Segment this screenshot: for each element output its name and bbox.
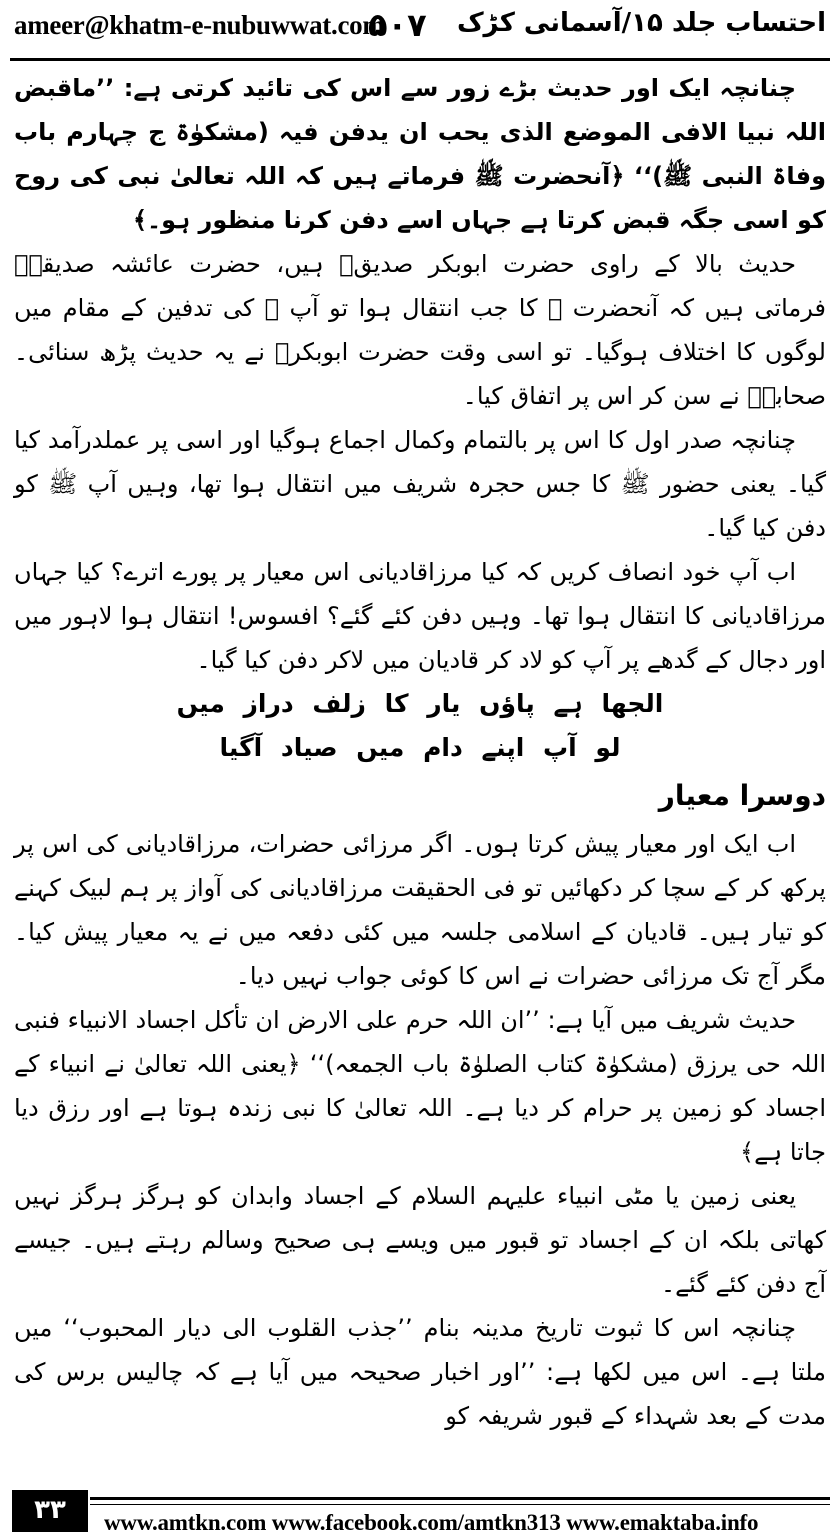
header-rule	[10, 58, 830, 61]
paragraph-6: حدیث شریف میں آیا ہے: ’’ان اللہ حرم علی الارض ان تأکل اجساد الانبیاء فنبی اللہ حی یرزق (مشکوٰۃ کتاب الصلوٰۃ باب الجمعہ)‘‘ ﴿یعنی اللہ تعالیٰ نے انبیاء کے اجساد کو زمین پر حرام کر دیا ہے۔ اللہ تعالیٰ کا نبی زندہ ہوتا ہے اور رزق دیا جاتا ہے﴾	[14, 1006, 826, 1166]
section-heading: دوسرا معیار	[658, 779, 826, 812]
paragraph-2: حدیث بالا کے راوی حضرت ابوبکر صدیقؓ ہیں، حضرت عائشہ صدیقہؓ فرماتی ہیں کہ آنحضرت ﷺ کا جب انتقال ہوا تو آپ ﷺ کی تدفین کے مقام میں لوگوں کا اختلاف ہوگیا۔ تو اسی وقت حضرت ابوبکرؓ نے یہ حدیث پڑھ سنائی۔ صحابہؓ نے سن کر اس پر اتفاق کیا۔	[14, 250, 826, 410]
header-page-number: ۵۰۷	[368, 6, 427, 44]
footer-page-number: ۳۳	[12, 1490, 88, 1532]
header-title: احتساب جلد ۱۵/آسمانی کڑک	[456, 8, 826, 38]
page-header	[0, 0, 840, 58]
poem-line-2: لو آپ اپنے دام میں صیاد آگیا	[219, 733, 621, 762]
footer-links: www.amtkn.com www.facebook.com/amtkn313 www.emaktaba.info	[104, 1510, 759, 1535]
paragraph-8: چنانچہ اس کا ثبوت تاریخ مدینہ بنام ’’جذب القلوب الی دیار المحبوب‘‘ میں ملتا ہے۔ اس میں لکھا ہے: ’’اور اخبار صحیحہ میں آیا ہے کہ چالیس برس کی مدت کے بعد شہداء کے قبور شریفہ کو	[14, 1314, 826, 1430]
page-body	[14, 66, 826, 1438]
header-email: ameer@khatm-e-nubuwwat.com	[14, 10, 385, 40]
footer-rule-thick	[90, 1497, 830, 1500]
footer-rule-thin	[90, 1504, 830, 1505]
paragraph-1: چنانچہ ایک اور حدیث بڑے زور سے اس کی تائید کرتی ہے: ’’ماقبض اللہ نبیا الافی الموضع الذی یحب ان یدفن فیہ (مشکوٰۃ ج چہارم باب وفاۃ النبی ﷺ)‘‘ ﴿آنحضرت ﷺ فرماتے ہیں کہ اللہ تعالیٰ نبی کی روح کو اسی جگہ قبض کرتا ہے جہاں اسے دفن کرنا منظور ہو۔﴾	[14, 74, 826, 234]
paragraph-3: چنانچہ صدر اول کا اس پر بالتمام وکمال اجماع ہوگیا اور اسی پر عملدرآمد کیا گیا۔ یعنی حضور ﷺ کا جس حجرہ شریف میں انتقال ہوا تھا، وہیں آپ ﷺ کو دفن کیا گیا۔	[14, 426, 826, 542]
poem-line-1: الجھا ہے پاؤں یار کا زلف دراز میں	[176, 689, 664, 718]
paragraph-5: اب ایک اور معیار پیش کرتا ہوں۔ اگر مرزائی حضرات، مرزاقادیانی کی اس پر پرکھ کر کے سچا کر دکھائیں تو فی الحقیقت مرزاقادیانی کی آواز پر ہم لبیک کہنے کو تیار ہیں۔ قادیان کے اسلامی جلسہ میں کئی دفعہ میں نے یہ معیار پیش کیا۔ مگر آج تک مرزائی حضرات نے اس کا کوئی جواب نہیں دیا۔	[14, 830, 826, 990]
page-footer	[0, 1492, 840, 1540]
paragraph-7: یعنی زمین یا مٹی انبیاء علیہم السلام کے اجساد وابدان کو ہرگز ہرگز نہیں کھاتی بلکہ ان کے اجساد تو قبور میں ویسے ہی صحیح وسالم رہتے ہیں۔ جیسے آج دفن کئے گئے۔	[14, 1182, 826, 1298]
paragraph-4: اب آپ خود انصاف کریں کہ کیا مرزاقادیانی اس معیار پر پورے اترے؟ کیا جہاں مرزاقادیانی کا انتقال ہوا تھا۔ وہیں دفن کئے گئے؟ افسوس! انتقال ہوا لاہور میں اور دجال کے گدھے پر آپ کو لاد کر قادیان میں لاکر دفن کیا گیا۔	[14, 558, 826, 674]
